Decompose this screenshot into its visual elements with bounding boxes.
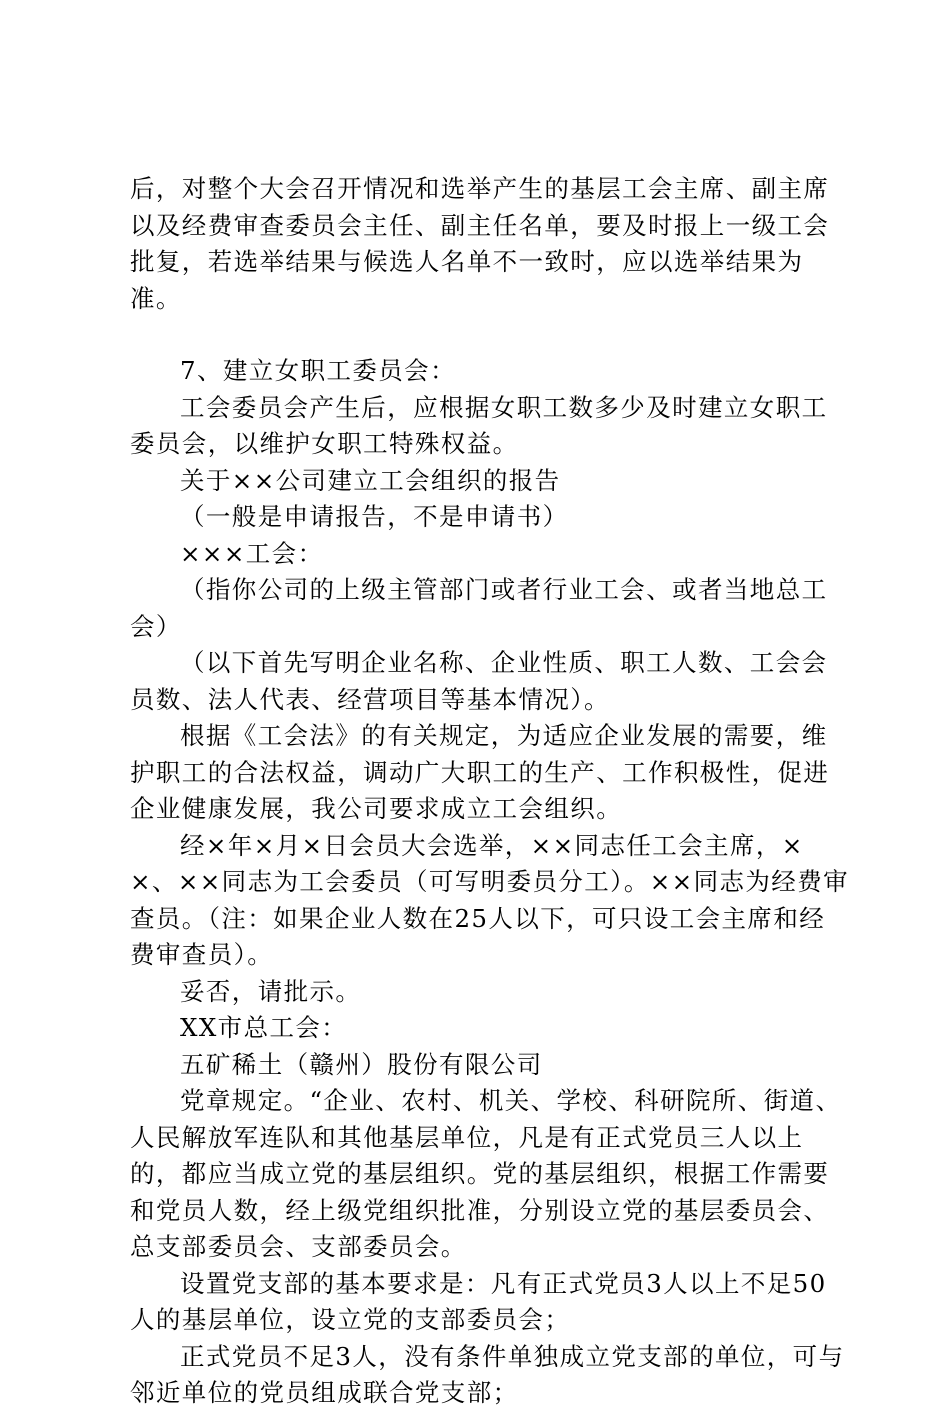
document-body [130, 171, 850, 1412]
paragraph: 正式党员不足3人，没有条件单独成立党支部的单位，可与邻近单位的党员组成联合党支部； [130, 1341, 845, 1407]
company-name: 五矿稀土（赣州）股份有限公司 [180, 1049, 543, 1079]
paragraph: （以下首先写明企业名称、企业性质、职工人数、工会会员数、法人代表、经营项目等基本情况）。 [130, 648, 828, 714]
paragraph: 党章规定。“企业、农村、机关、学校、科研院所、街道、人民解放军连队和其他基层单位，凡是有正式党员三人以上的，都应当成立党的基层组织。党的基层组织，根据工作需要和党员人数，经上级党组织批准，分别设立党的基层委员会、总支部委员会、支部委员会。 [130, 1086, 842, 1261]
paragraph: 经×年×月×日会员大会选举，××同志任工会主席，××、××同志为工会委员（可写明委员分工）。××同志为经费审查员。（注：如果企业人数在25人以下，可只设工会主席和经费审查员）。 [130, 830, 849, 969]
recipient: XX市总工会： [180, 1013, 348, 1042]
report-note: （一般是申请报告，不是申请书） [180, 502, 569, 531]
report-title: 关于××公司建立工会组织的报告 [180, 465, 561, 495]
salutation-note: （指你公司的上级主管部门或者行业工会、或者当地总工会） [130, 575, 828, 641]
paragraph: 工会委员会产生后，应根据女职工数多少及时建立女职工委员会，以维护女职工特殊权益。 [130, 392, 828, 458]
paragraph: 根据《工会法》的有关规定，为适应企业发展的需要，维护职工的合法权益，调动广大职工的生产、工作积极性，促进企业健康发展，我公司要求成立工会组织。 [130, 721, 830, 823]
closing-request: 妥否，请批示。 [180, 976, 362, 1006]
paragraph-continuation: 后，对整个大会召开情况和选举产生的基层工会主席、副主席以及经费审查委员会主任、副主任名单，要及时报上一级工会批复，若选举结果与候选人名单不一致时，应以选举结果为准。 [130, 174, 830, 313]
section-heading: 7、建立女职工委员会： [180, 356, 456, 385]
salutation: ×××工会： [180, 538, 324, 568]
paragraph: 设置党支部的基本要求是：凡有正式党员3人以上不足50人的基层单位，设立党的支部委员会； [130, 1268, 827, 1334]
